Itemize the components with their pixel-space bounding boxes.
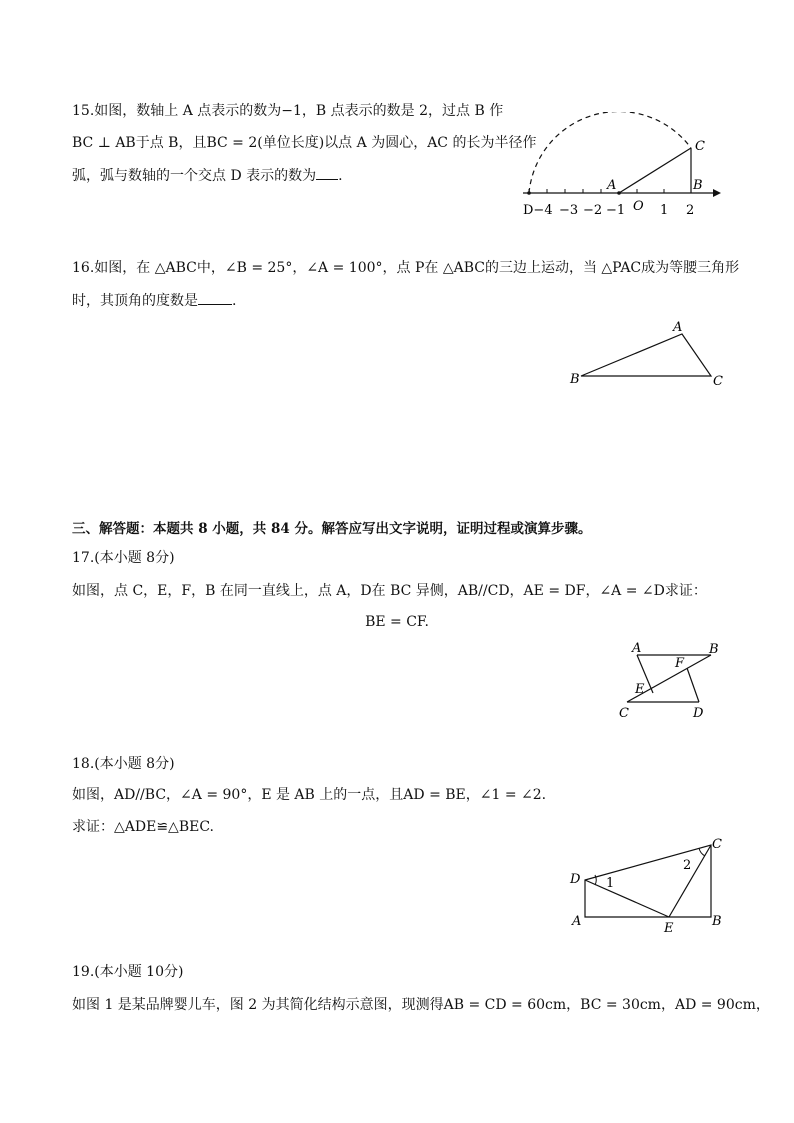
q15-number-line-figure	[515, 112, 730, 222]
q17-figure	[615, 638, 730, 723]
q18-label-angle-2: 2	[683, 858, 692, 873]
q15-line3-end: .	[338, 168, 343, 184]
q16-line1: 16.如图，在 △ABC中，∠B = 25°，∠A = 100°，点 P在 △ABC的三边上运动，当 △PAC成为等腰三角形	[72, 260, 740, 276]
q18-label-a: A	[572, 914, 582, 929]
q17-segment-fd	[687, 668, 699, 702]
q16-triangle	[581, 334, 711, 376]
q15-point-d	[527, 191, 531, 195]
q17-title: 17.(本小题 8分)	[72, 550, 175, 566]
q15-answer-blank	[316, 166, 338, 180]
q15-segment-ac	[619, 148, 691, 193]
q18-title: 18.(本小题 8分)	[72, 756, 175, 772]
q18-label-d: D	[570, 872, 581, 887]
q18-label-b: B	[712, 914, 722, 929]
q17-label-a: A	[632, 641, 642, 656]
q15-tick-neg2: −2	[583, 203, 603, 218]
q15-tick-1: 1	[660, 203, 669, 218]
q18-figure	[565, 835, 730, 935]
q17-line2: BE = CF.	[365, 614, 429, 630]
q15-tick-neg1: −1	[606, 203, 626, 218]
q15-label-a: A	[607, 178, 617, 193]
q18-line1: 如图，AD//BC，∠A = 90°，E 是 AB 上的一点，且AD = BE，∠1 = ∠2.	[72, 787, 547, 803]
q18-line2: 求证：△ADE≌△BEC.	[72, 819, 214, 835]
q15-line3-text: 弧，弧与数轴的一个交点 D 表示的数为	[72, 168, 317, 184]
q15-tick-2: 2	[686, 203, 695, 218]
q16-line2-text: 时，其顶角的度数是	[72, 293, 198, 309]
q18-label-c: C	[712, 837, 722, 852]
q16-answer-blank	[198, 291, 232, 305]
q15-label-c: C	[695, 139, 705, 154]
q17-line1: 如图，点 C，E，F，B 在同一直线上，点 A，D在 BC 异侧，AB//CD，AE = DF，∠A = ∠D求证：	[72, 583, 707, 599]
q16-line2-end: .	[232, 293, 237, 309]
q15-tick-neg3: −3	[559, 203, 579, 218]
q15-line2: BC ⊥ AB于点 B，且BC = 2(单位长度)以点 A 为圆心，AC 的长为半径作	[72, 135, 537, 151]
q18-label-angle-1: 1	[606, 876, 615, 891]
q18-angle-2-arc	[699, 848, 705, 856]
q15-axis-arrow	[713, 189, 721, 197]
q19-title: 19.(本小题 10分)	[72, 964, 184, 980]
q18-segment-de	[585, 880, 669, 917]
q16-line2	[72, 291, 236, 311]
q18-label-e: E	[664, 921, 674, 935]
q17-label-c: C	[619, 706, 629, 721]
q15-tick-d-4: D−4	[523, 203, 553, 218]
q16-triangle-figure	[565, 318, 730, 393]
q18-outline	[585, 845, 711, 917]
q15-label-b: B	[693, 178, 703, 193]
q16-label-a: A	[673, 320, 683, 335]
q19-line1: 如图 1 是某品牌婴儿车，图 2 为其简化结构示意图，现测得AB = CD = 60cm，BC = 30cm，AD = 90cm，	[72, 997, 770, 1013]
q17-label-b: B	[709, 642, 719, 657]
q15-line1: 15.如图，数轴上 A 点表示的数为−1，B 点表示的数是 2，过点 B 作	[72, 103, 504, 119]
q15-line3	[72, 166, 343, 186]
q16-label-c: C	[713, 374, 723, 389]
q15-label-o: O	[633, 199, 644, 214]
section3-heading: 三、解答题：本题共 8 小题，共 84 分。解答应写出文字说明，证明过程或演算步骤。	[72, 521, 592, 537]
q17-label-d: D	[693, 706, 704, 721]
q17-label-e: E	[635, 682, 645, 697]
q18-angle-1-arc	[595, 875, 596, 885]
q16-label-b: B	[570, 372, 580, 387]
q17-label-f: F	[675, 656, 685, 671]
